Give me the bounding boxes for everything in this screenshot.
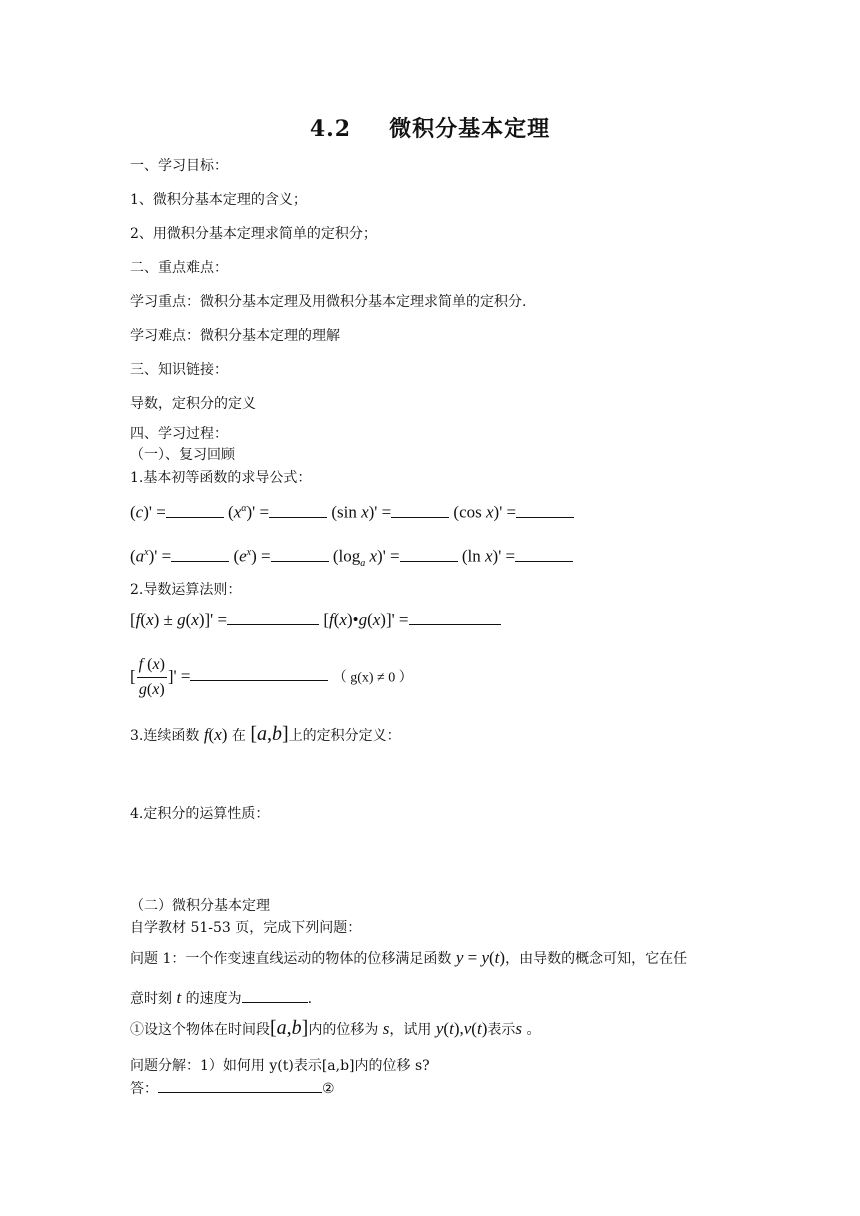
rule-row-quotient: [ $\frac{f (x)}{g(x)}$ ]' = （ g(x) ≠ 0 ） — [130, 656, 413, 698]
process-heading: 四、学习过程： — [130, 426, 228, 442]
goal-item: 2、用微积分基本定理求简单的定积分； — [130, 226, 377, 242]
question-1-line-2: 意时刻 t 的速度为 . — [130, 988, 313, 1007]
integral-properties-heading: 4.定积分的运算性质： — [130, 806, 270, 822]
links-text: 导数，定积分的定义 — [130, 396, 256, 412]
formula-row-1: $(c)' = (x^\alpha)' = (\sin$ x)' = (cos x)' = — [130, 499, 574, 523]
section-number: 4.2 — [309, 116, 352, 142]
quotient-fraction: $\frac{f (x)}{g(x)}$ — [138, 656, 165, 698]
answer-line: 答： ② — [130, 1078, 335, 1099]
goal-item: 1、微积分基本定理的含义； — [130, 192, 307, 208]
derivative-rules-heading: 2.导数运算法则： — [130, 582, 242, 598]
keypoint-text: 学习重点：微积分基本定理及用微积分基本定理求简单的定积分. — [130, 294, 527, 310]
integral-definition-prompt: 3.连续函数 f(x) 在 [a,b]上的定积分定义： — [130, 723, 401, 745]
goals-heading: 一、学习目标： — [130, 158, 228, 174]
links-heading: 三、知识链接： — [130, 362, 228, 378]
section-title: 微积分基本定理 — [389, 116, 551, 142]
difficulty-text: 学习难点：微积分基本定理的理解 — [130, 328, 340, 344]
analysis-text: 问题分解：1）如何用 y(t)表示[a,b]内的位移 s? — [130, 1058, 430, 1074]
quotient-condition: （ g(x) ≠ 0 ） — [332, 670, 413, 686]
page-title — [0, 112, 860, 143]
keypoints-heading: 二、重点难点： — [130, 260, 228, 276]
rule-row-1: [f(x) ± g(x)]' = [f(x)•g(x)]' = — [130, 610, 501, 630]
question-1-line-1: 问题 1：一个作变速直线运动的物体的位移满足函数 y = y(t)，由导数的概念可知，它在任 — [130, 948, 688, 967]
formula-row-2: $(a^x)' = (e^x) = (\log_a$ x)' = (ln x)' = — [130, 543, 573, 574]
question-1-sub: ①设这个物体在时间段[a,b]内的位移为 s，试用 y(t),v(t)表示s 。 — [130, 1017, 541, 1039]
self-study-text: 自学教材 51-53 页，完成下列问题： — [130, 920, 362, 936]
derivative-formulas-heading: 1.基本初等函数的求导公式： — [130, 470, 312, 486]
theorem-heading: （二）微积分基本定理 — [130, 898, 270, 914]
review-heading: （一）、复习回顾 — [130, 447, 235, 463]
